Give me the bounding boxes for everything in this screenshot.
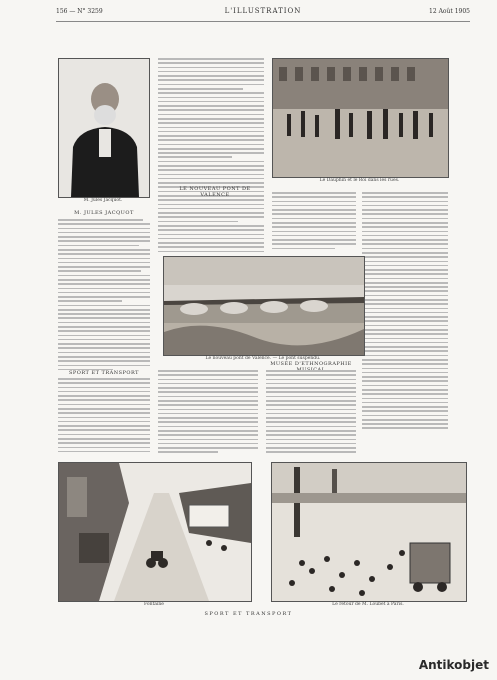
heading-jacquot: M. JULES JACQUOT bbox=[74, 210, 134, 216]
section-footer: SPORT ET TRANSPORT bbox=[204, 611, 293, 617]
bridge-caption: Le nouveau pont de Valence. — Le pont suspendu. bbox=[205, 356, 321, 361]
col-right-a bbox=[272, 192, 356, 252]
heading-musee: MUSÉE D'ETHNOGRAPHIE bbox=[270, 361, 352, 367]
col-left-lower bbox=[58, 378, 150, 455]
page-header bbox=[56, 6, 470, 18]
header-rule bbox=[56, 21, 470, 22]
col-left-upper bbox=[58, 210, 150, 373]
heading-pont: LE NOUVEAU PONT DE VALENCE bbox=[179, 186, 251, 198]
portrait-photo bbox=[58, 58, 150, 198]
heading-sport: SPORT ET TRANSPORT bbox=[68, 370, 140, 376]
road-caption: Fontaine bbox=[144, 602, 164, 607]
col-mid-lower bbox=[158, 370, 258, 456]
road-image bbox=[59, 463, 251, 601]
col-mid-upper bbox=[158, 58, 264, 255]
bridge-image bbox=[164, 257, 364, 355]
journal-title: L'ILLUSTRATION bbox=[224, 7, 302, 15]
parade-caption: Le Dauphin et le Roi dans les rues. bbox=[319, 178, 400, 183]
bridge-photo bbox=[163, 256, 365, 356]
col-mid-right bbox=[266, 370, 356, 456]
portrait-caption: M. Jules Jacquot. bbox=[83, 198, 123, 203]
parade-image bbox=[273, 59, 448, 177]
square-image bbox=[272, 463, 466, 601]
square-caption: Le retour de M. Loubet à Paris. bbox=[332, 602, 404, 607]
issue-date: 12 Août 1905 bbox=[429, 8, 470, 15]
watermark-logo: Antikobjet bbox=[418, 658, 489, 672]
col-right-b bbox=[362, 192, 448, 432]
page-number: 156 — N° 3259 bbox=[56, 8, 103, 15]
road-photo bbox=[58, 462, 252, 602]
square-photo bbox=[271, 462, 467, 602]
portrait-image bbox=[59, 59, 149, 197]
parade-photo bbox=[272, 58, 449, 178]
